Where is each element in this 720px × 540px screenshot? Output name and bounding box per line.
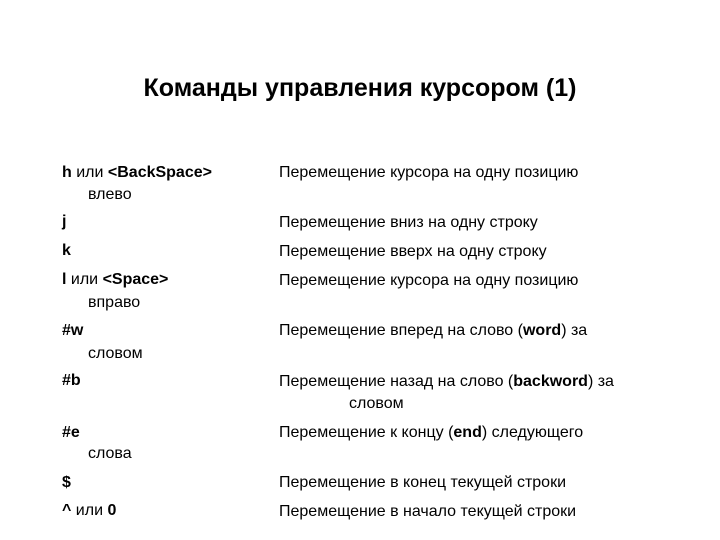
command-key: j — [62, 213, 67, 230]
command-key: k — [62, 242, 71, 259]
description-keyword: end — [453, 424, 482, 441]
command-description: Перемещение вниз на одну строку — [279, 214, 538, 231]
description-wrap: вправо — [88, 294, 141, 311]
command-key: #b — [62, 372, 81, 389]
command-key: $ — [62, 474, 71, 491]
command-or-word: или — [71, 502, 108, 519]
command-key-part: l — [62, 271, 67, 288]
command-description: Перемещение в конец текущей строки — [279, 474, 567, 491]
command-key-part: h — [62, 164, 72, 181]
description-part: ) за — [587, 373, 614, 390]
command-description: Перемещение в начало текущей строки — [279, 503, 577, 520]
command-or-word: или — [66, 271, 103, 288]
command-description: Перемещение вверх на одну строку — [279, 243, 547, 260]
description-part: ) следующего — [481, 424, 584, 441]
command-description: Перемещение курсора на одну позицию — [279, 164, 579, 181]
command-description — [279, 423, 583, 443]
description-part: Перемещение назад на слово ( — [279, 373, 514, 390]
command-key-part: <Space> — [102, 271, 169, 288]
description-part: Перемещение вперед на слово ( — [279, 322, 523, 339]
description-wrap: словом — [88, 345, 143, 362]
command-description: Перемещение курсора на одну позицию — [279, 272, 579, 289]
description-part: Перемещение к концу ( — [279, 424, 454, 441]
description-keyword: backword — [513, 373, 588, 390]
command-key: #w — [62, 322, 84, 339]
description-keyword: word — [522, 322, 562, 339]
command-key-part: ^ — [62, 502, 72, 519]
command-key-part: <BackSpace> — [107, 164, 212, 181]
command-key — [62, 501, 116, 521]
command-key — [62, 163, 212, 183]
description-wrap: слова — [88, 445, 132, 462]
description-part: ) за — [561, 322, 588, 339]
command-or-word: или — [71, 164, 108, 181]
command-description — [279, 372, 614, 392]
page-title: Команды управления курсором (1) — [143, 74, 577, 102]
command-key-part: 0 — [107, 502, 117, 519]
command-key: #e — [62, 424, 80, 441]
description-wrap: словом — [349, 395, 404, 412]
command-description — [279, 321, 587, 341]
description-wrap: влево — [88, 186, 132, 203]
command-key — [62, 270, 168, 290]
